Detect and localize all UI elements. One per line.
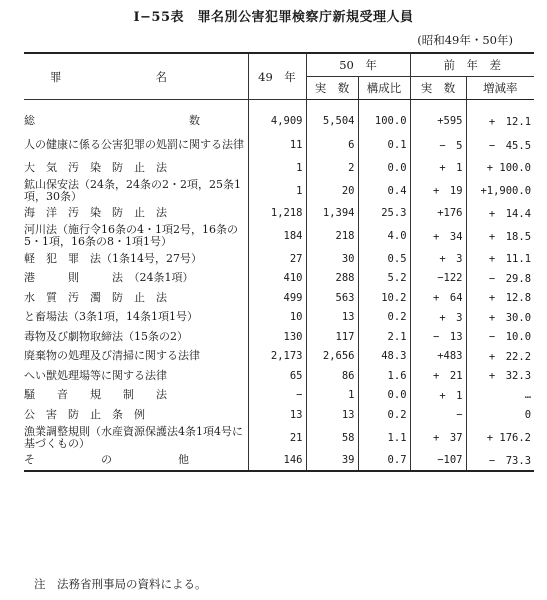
row-rate: + 14.4: [466, 204, 534, 224]
row-ratio: 25.3: [358, 204, 410, 224]
row-y50: 218: [306, 223, 358, 249]
row-name: そ の 他: [24, 451, 248, 472]
row-y49: 130: [248, 327, 306, 347]
header-y50: 50 年: [306, 53, 410, 77]
header-ratio: 構成比: [358, 77, 410, 100]
row-ratio: 0.4: [358, 178, 410, 204]
row-ratio: 5.2: [358, 269, 410, 289]
row-diff: + 34: [410, 223, 466, 249]
row-ratio: 10.2: [358, 288, 410, 308]
row-name: 鉱山保安法（24条，24条の2・2項，25条1項，30条）: [24, 178, 248, 204]
row-y49: 13: [248, 405, 306, 425]
row-y49: 1: [248, 158, 306, 178]
row-ratio: 48.3: [358, 347, 410, 367]
row-diff: +176: [410, 204, 466, 224]
row-ratio: 2.1: [358, 327, 410, 347]
row-name: 河川法（施行令16条の4・1項2号，16条の5・1項，16条の8・1項1号）: [24, 223, 248, 249]
table-row: [24, 451, 534, 472]
table-row: [24, 204, 534, 224]
table-row: [24, 223, 534, 249]
row-y50: 563: [306, 288, 358, 308]
table-row: [24, 425, 534, 451]
row-diff: + 19: [410, 178, 466, 204]
row-rate: 0: [466, 405, 534, 425]
row-y49: 184: [248, 223, 306, 249]
row-ratio: 0.7: [358, 451, 410, 472]
header-rate: 増減率: [466, 77, 534, 100]
table-row: [24, 178, 534, 204]
row-diff: + 1: [410, 386, 466, 406]
row-name: 港 則 法 （24条1項）: [24, 269, 248, 289]
row-name: と畜場法（3条1項，14条1項1号）: [24, 308, 248, 328]
row-diff: +595: [410, 100, 466, 133]
row-name: 軽 犯 罪 法（1条14号，27号）: [24, 249, 248, 269]
row-rate: + 22.2: [466, 347, 534, 367]
row-y50: 1,394: [306, 204, 358, 224]
row-diff: +483: [410, 347, 466, 367]
row-diff: + 64: [410, 288, 466, 308]
row-y49: 146: [248, 451, 306, 472]
row-diff: + 21: [410, 366, 466, 386]
row-rate: + 30.0: [466, 308, 534, 328]
row-ratio: 100.0: [358, 100, 410, 133]
row-diff: −107: [410, 451, 466, 472]
table-row: [24, 132, 534, 158]
row-name: 水 質 汚 濁 防 止 法: [24, 288, 248, 308]
row-ratio: 0.1: [358, 132, 410, 158]
row-y50: 6: [306, 132, 358, 158]
row-ratio: 0.0: [358, 158, 410, 178]
row-y50: 2,656: [306, 347, 358, 367]
row-ratio: 0.0: [358, 386, 410, 406]
row-diff: −122: [410, 269, 466, 289]
row-ratio: 4.0: [358, 223, 410, 249]
row-y50: 13: [306, 405, 358, 425]
row-y49: 1: [248, 178, 306, 204]
row-rate: + 11.1: [466, 249, 534, 269]
row-name: 漁業調整規則（水産資源保護法4条1項4号に基づくもの）: [24, 425, 248, 451]
row-y50: 117: [306, 327, 358, 347]
row-y49: 1,218: [248, 204, 306, 224]
header-name-right: 名: [155, 69, 169, 84]
row-name: 廃棄物の処理及び清掃に関する法律: [24, 347, 248, 367]
crime-table: [24, 52, 534, 472]
row-rate: − 73.3: [466, 451, 534, 472]
table-row: [24, 347, 534, 367]
row-y49: 410: [248, 269, 306, 289]
table-row: [24, 308, 534, 328]
table-row: [24, 327, 534, 347]
row-name: 公 害 防 止 条 例: [24, 405, 248, 425]
header-name-left: 罪: [50, 69, 64, 84]
row-diff: −: [410, 405, 466, 425]
row-ratio: 0.2: [358, 308, 410, 328]
table-subtitle: (昭和49年・50年): [417, 33, 513, 47]
row-rate: − 29.8: [466, 269, 534, 289]
row-y50: 39: [306, 451, 358, 472]
row-rate: + 32.3: [466, 366, 534, 386]
row-ratio: 0.2: [358, 405, 410, 425]
row-name: 毒物及び劇物取締法（15条の2）: [24, 327, 248, 347]
row-y49: 27: [248, 249, 306, 269]
row-rate: + 176.2: [466, 425, 534, 451]
row-y50: 2: [306, 158, 358, 178]
row-diff: + 3: [410, 249, 466, 269]
row-y50: 20: [306, 178, 358, 204]
row-y50: 288: [306, 269, 358, 289]
table-row: [24, 288, 534, 308]
table-title: I−55表 罪名別公害犯罪検察庁新規受理人員: [133, 10, 414, 25]
row-rate: + 18.5: [466, 223, 534, 249]
row-y50: 58: [306, 425, 358, 451]
header-prev-diff: 前 年 差: [410, 53, 534, 77]
row-name: 海 洋 汚 染 防 止 法: [24, 204, 248, 224]
row-y50: 5,504: [306, 100, 358, 133]
table-row: [24, 100, 534, 133]
row-y49: 10: [248, 308, 306, 328]
row-name: 総 数: [24, 100, 248, 133]
row-y49: 499: [248, 288, 306, 308]
row-diff: + 1: [410, 158, 466, 178]
row-name: 人の健康に係る公害犯罪の処罰に関する法律: [24, 132, 248, 158]
table-row: [24, 249, 534, 269]
row-rate: + 12.1: [466, 100, 534, 133]
table-row: [24, 405, 534, 425]
row-ratio: 1.6: [358, 366, 410, 386]
row-y50: 86: [306, 366, 358, 386]
table-row: [24, 158, 534, 178]
row-y50: 30: [306, 249, 358, 269]
row-rate: …: [466, 386, 534, 406]
row-rate: +1,900.0: [466, 178, 534, 204]
row-y49: 21: [248, 425, 306, 451]
row-y49: 11: [248, 132, 306, 158]
row-y49: −: [248, 386, 306, 406]
table-note: 注 法務省刑事局の資料による。: [34, 577, 207, 591]
row-name: へい獣処理場等に関する法律: [24, 366, 248, 386]
row-y49: 4,909: [248, 100, 306, 133]
row-name: 騒 音 規 制 法: [24, 386, 248, 406]
row-ratio: 0.5: [358, 249, 410, 269]
row-y49: 2,173: [248, 347, 306, 367]
row-diff: + 3: [410, 308, 466, 328]
row-diff: − 5: [410, 132, 466, 158]
row-rate: + 100.0: [466, 158, 534, 178]
row-diff: + 37: [410, 425, 466, 451]
header-diff-count: 実 数: [410, 77, 466, 100]
row-name: 大 気 汚 染 防 止 法: [24, 158, 248, 178]
row-diff: − 13: [410, 327, 466, 347]
table-row: [24, 269, 534, 289]
header-count: 実 数: [306, 77, 358, 100]
row-rate: + 12.8: [466, 288, 534, 308]
row-y50: 13: [306, 308, 358, 328]
table-row: [24, 366, 534, 386]
row-ratio: 1.1: [358, 425, 410, 451]
row-y49: 65: [248, 366, 306, 386]
header-y49: 49 年: [248, 53, 306, 100]
row-rate: − 10.0: [466, 327, 534, 347]
row-rate: − 45.5: [466, 132, 534, 158]
row-y50: 1: [306, 386, 358, 406]
header-crime-name: [24, 53, 248, 100]
table-row: [24, 386, 534, 406]
